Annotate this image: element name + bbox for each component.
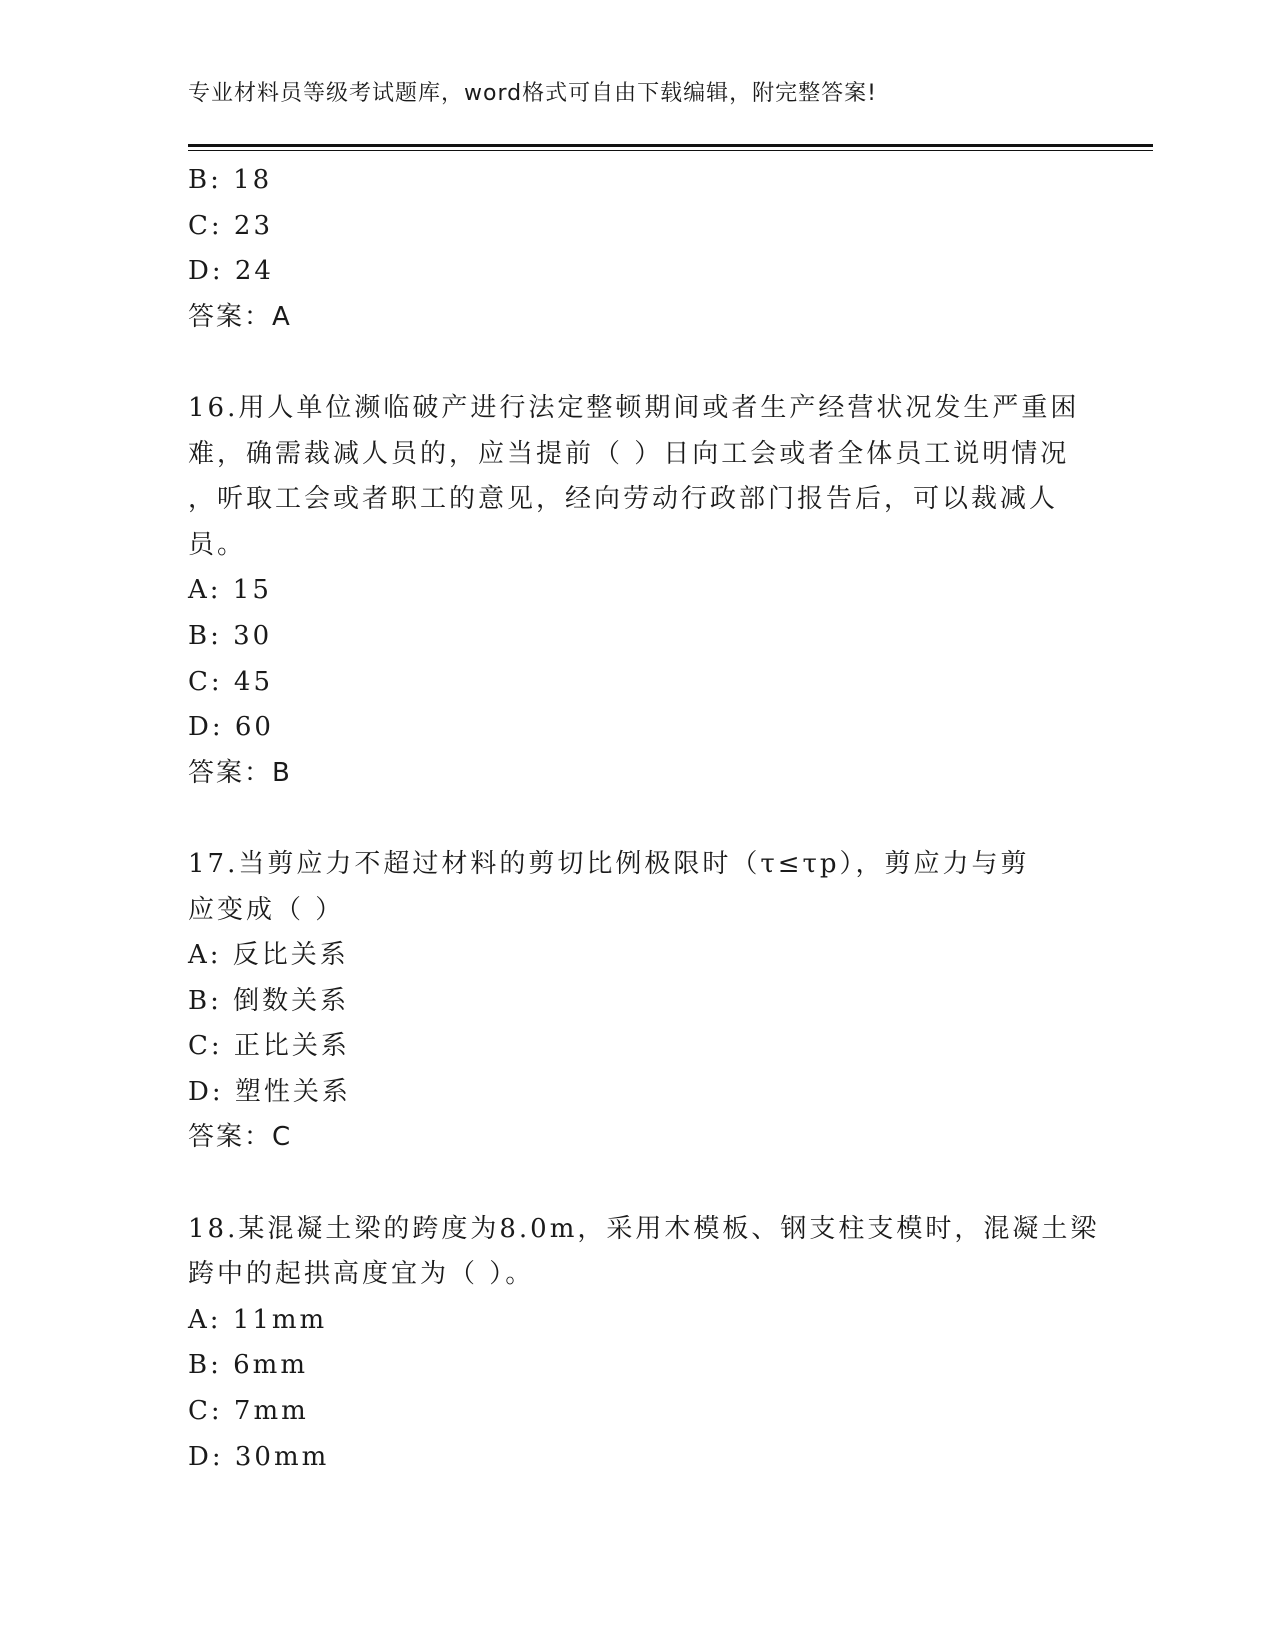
option-line: C: 23 [188,210,274,241]
option-line: D: 60 [188,712,274,743]
question-line: 员。 [188,529,247,560]
spacer [188,340,1088,386]
question-line: 难，确需裁减人员的，应当提前（ ）日向工会或者全体员工说明情况 [188,438,1070,469]
option-line: C: 正比关系 [188,1031,350,1062]
answer-line: 答案：B [188,757,292,788]
header-rule-thin [188,150,1153,151]
option-line: A: 反比关系 [188,940,349,971]
option-line: C: 45 [188,666,274,697]
option-line: D: 24 [188,256,274,287]
option-line: D: 30mm [188,1441,330,1472]
question-line: 18.某混凝土梁的跨度为8.0m，采用木模板、钢支柱支模时，混凝土梁 [188,1213,1100,1244]
option-line: A: 11mm [188,1304,328,1335]
page-header: 专业材料员等级考试题库，word格式可自由下载编辑，附完整答案! [188,81,877,106]
question-line: 应变成（ ） [188,894,345,925]
option-line: B: 6mm [188,1350,308,1381]
spacer [188,796,1088,842]
option-line: B: 30 [188,620,273,651]
option-line: D: 塑性关系 [188,1076,351,1107]
question-line: 跨中的起拱高度宜为（ ）。 [188,1259,535,1290]
header-rule [188,144,1153,147]
question-content [188,158,1100,1480]
option-line: C: 7mm [188,1396,309,1427]
answer-line: 答案：A [188,301,292,332]
question-line: ，听取工会或者职工的意见，经向劳动行政部门报告后，可以裁减人 [188,484,1059,515]
option-line: B: 倒数关系 [188,985,350,1016]
option-line: A: 15 [188,575,272,606]
question-line: 17.当剪应力不超过材料的剪切比例极限时（τ≤τp），剪应力与剪 [188,848,1030,879]
spacer [188,1161,1088,1207]
answer-line: 答案：C [188,1122,293,1153]
option-line: B: 18 [188,165,273,195]
question-line: 16.用人单位濒临破产进行法定整顿期间或者生产经营状况发生严重困 [188,392,1080,423]
